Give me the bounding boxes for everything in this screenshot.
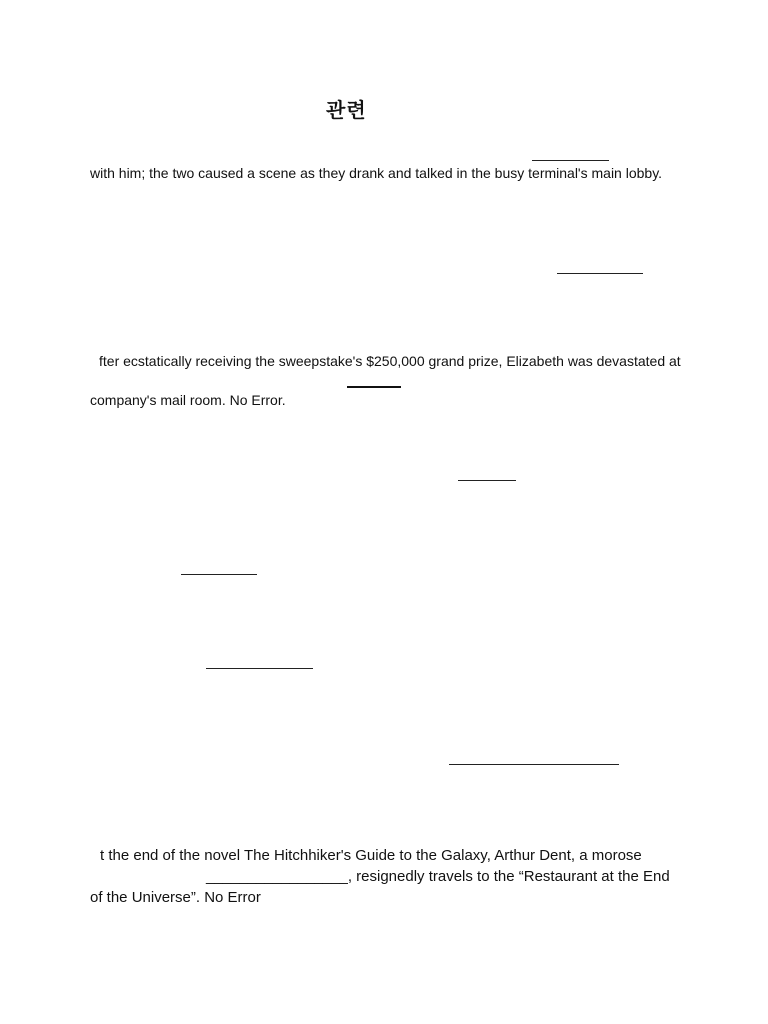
paragraph-3-line-3: of the Universe”. No Error [90,889,261,906]
paragraph-2-line-1: fter ecstatically receiving the sweepstake's $250,000 grand prize, Elizabeth was devastated at [99,353,681,369]
answer-blank [181,574,257,575]
answer-blank [206,668,313,669]
answer-blank [532,160,609,161]
paragraph-2-line-2: company's mail room. No Error. [90,392,286,408]
paragraph-3-line-2: _________________, resignedly travels to the “Restaurant at the End [206,868,670,885]
answer-blank [557,273,643,274]
answer-blank [458,480,516,481]
document-title: 관련 [326,98,367,122]
answer-blank [449,764,619,765]
paragraph-3-line-1: t the end of the novel The Hitchhiker's Guide to the Galaxy, Arthur Dent, a morose [100,847,642,864]
paragraph-1-line-1: with him; the two caused a scene as they drank and talked in the busy terminal's main lobby. [90,165,663,181]
answer-blank [347,386,401,388]
